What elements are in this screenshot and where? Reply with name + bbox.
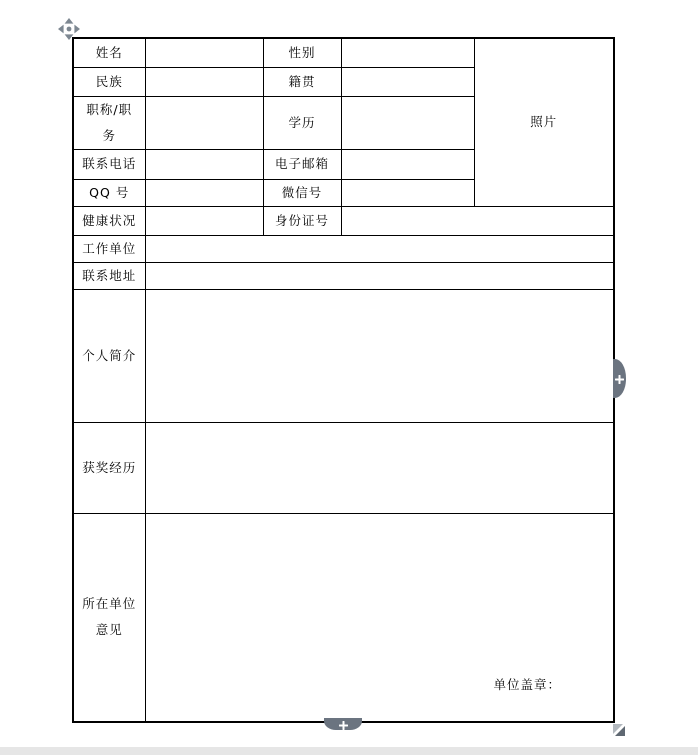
label-name: 姓名 bbox=[73, 38, 145, 67]
input-cell-awards[interactable] bbox=[145, 422, 614, 513]
input-cell-name[interactable] bbox=[145, 38, 263, 67]
table-row bbox=[73, 206, 614, 235]
label-unit-opinion: 所在单位意见 bbox=[73, 513, 145, 722]
add-column-button[interactable] bbox=[613, 359, 626, 398]
page-gap bbox=[0, 747, 698, 755]
label-ethnicity: 民族 bbox=[73, 67, 145, 96]
table-row bbox=[73, 262, 614, 289]
table-row bbox=[73, 513, 614, 722]
personal-info-form-table bbox=[72, 37, 615, 723]
label-profile: 个人简介 bbox=[73, 289, 145, 422]
add-row-button[interactable] bbox=[324, 718, 362, 730]
plus-icon bbox=[615, 369, 624, 388]
label-awards: 获奖经历 bbox=[73, 422, 145, 513]
table-row bbox=[73, 38, 614, 67]
input-cell-email[interactable] bbox=[341, 149, 474, 179]
input-cell-gender[interactable] bbox=[341, 38, 474, 67]
photo-cell[interactable]: 照片 bbox=[474, 38, 614, 206]
input-cell-education[interactable] bbox=[341, 96, 474, 149]
input-cell-work-unit[interactable] bbox=[145, 235, 614, 262]
diagonal-resize-icon bbox=[612, 721, 626, 740]
unit-seal-label: 单位盖章： bbox=[493, 676, 561, 692]
input-cell-address[interactable] bbox=[145, 262, 614, 289]
label-gender: 性别 bbox=[263, 38, 341, 67]
input-cell-title-position[interactable] bbox=[145, 96, 263, 149]
table-row bbox=[73, 422, 614, 513]
input-cell-native-place[interactable] bbox=[341, 67, 474, 96]
plus-icon bbox=[339, 715, 348, 734]
label-health: 健康状况 bbox=[73, 206, 145, 235]
input-cell-phone[interactable] bbox=[145, 149, 263, 179]
input-cell-profile[interactable] bbox=[145, 289, 614, 422]
label-title-position: 职称/职务 bbox=[73, 96, 145, 149]
label-qq: QQ 号 bbox=[73, 179, 145, 206]
label-id-number: 身份证号 bbox=[263, 206, 341, 235]
label-address: 联系地址 bbox=[73, 262, 145, 289]
input-cell-ethnicity[interactable] bbox=[145, 67, 263, 96]
input-cell-qq[interactable] bbox=[145, 179, 263, 206]
label-native-place: 籍贯 bbox=[263, 67, 341, 96]
input-cell-wechat[interactable] bbox=[341, 179, 474, 206]
label-education: 学历 bbox=[263, 96, 341, 149]
input-cell-health[interactable] bbox=[145, 206, 263, 235]
table-row bbox=[73, 289, 614, 422]
table-row bbox=[73, 235, 614, 262]
unit-opinion-area[interactable] bbox=[146, 514, 614, 721]
input-cell-unit-opinion[interactable] bbox=[145, 513, 614, 722]
label-phone: 联系电话 bbox=[73, 149, 145, 179]
table-resize-handle[interactable] bbox=[612, 721, 626, 735]
label-email: 电子邮箱 bbox=[263, 149, 341, 179]
label-wechat: 微信号 bbox=[263, 179, 341, 206]
label-work-unit: 工作单位 bbox=[73, 235, 145, 262]
input-cell-id-number[interactable] bbox=[341, 206, 614, 235]
